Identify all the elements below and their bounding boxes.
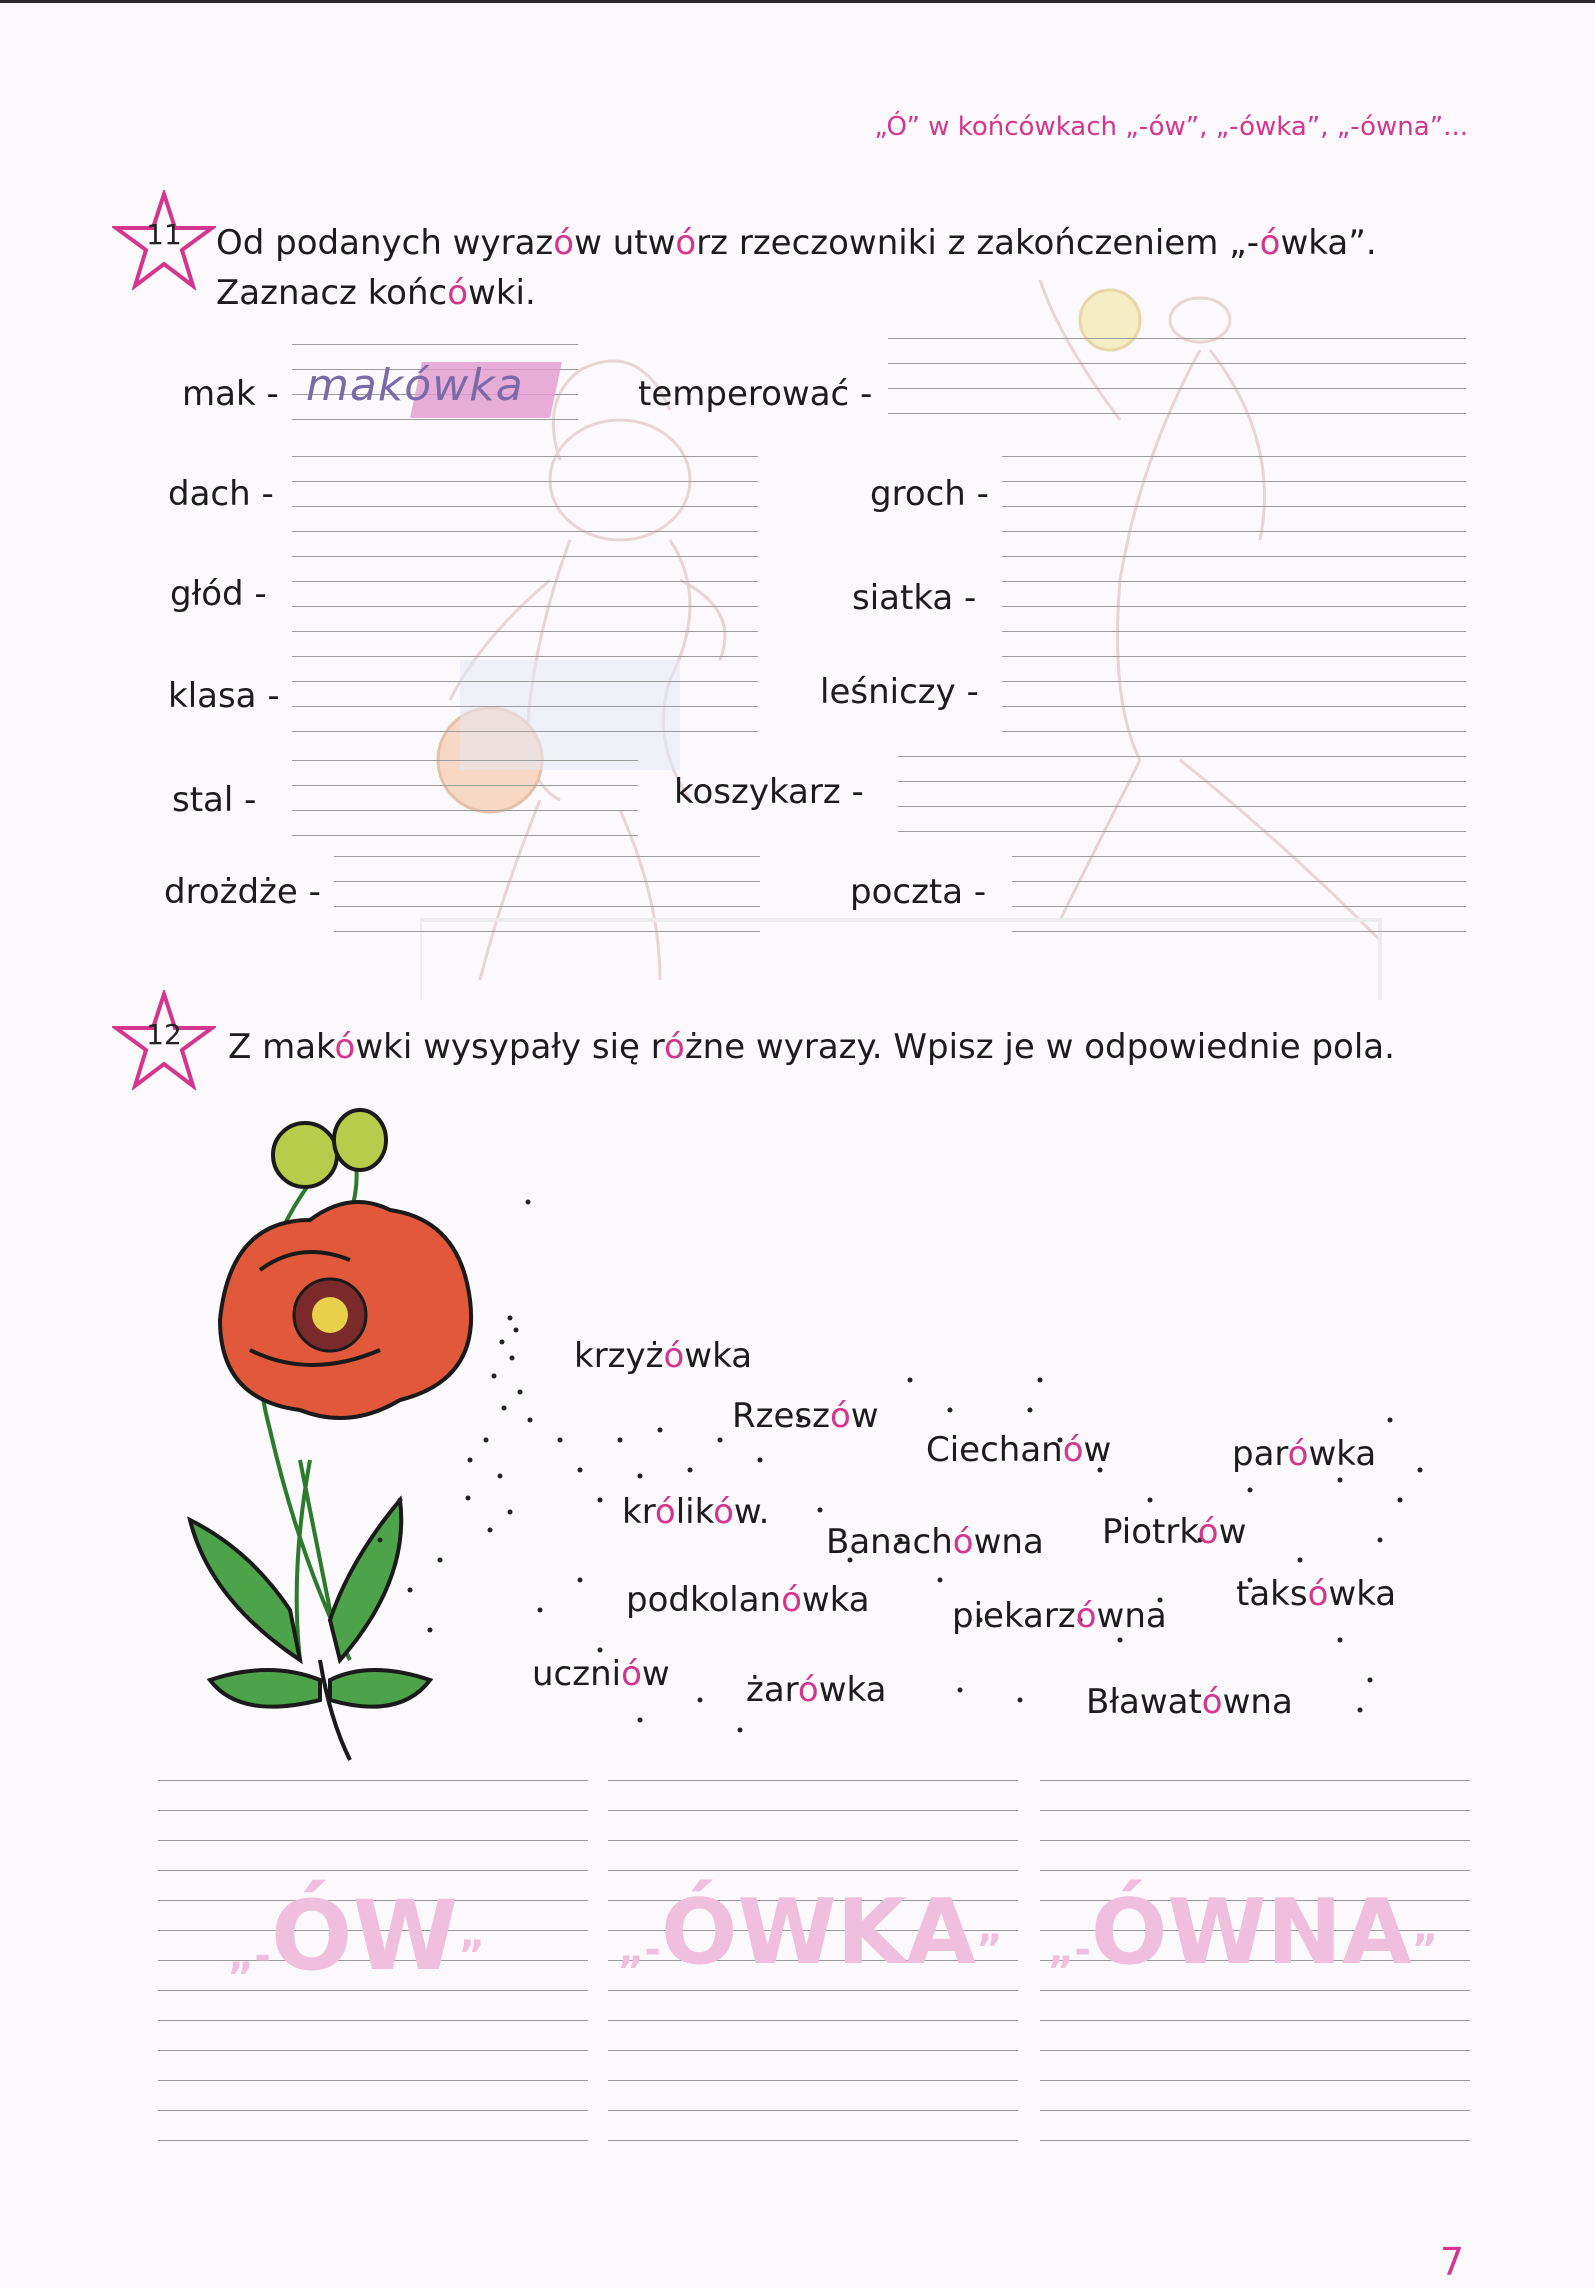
column-label: ÓWNA <box>1090 1880 1412 1985</box>
word-o: ó <box>1197 1512 1219 1552</box>
task-12-text-o2: ó <box>664 1027 685 1067</box>
word-podkolanowka <box>626 1580 870 1620</box>
word-part: par <box>1232 1434 1288 1474</box>
item-label: mak - <box>182 374 279 414</box>
quote-close: ” <box>1411 1927 1438 1973</box>
word-part: uczni <box>532 1654 622 1694</box>
word-part: wka <box>1328 1574 1397 1614</box>
word-krolikow <box>622 1492 769 1532</box>
word-o: ó <box>1075 1596 1097 1636</box>
word-part: Piotrk <box>1102 1512 1198 1552</box>
item-label: groch - <box>870 474 989 514</box>
word-part: wka <box>684 1336 753 1376</box>
item-label: drożdże - <box>164 872 321 912</box>
word-part: wna <box>973 1522 1044 1562</box>
word-part: wka <box>1308 1434 1377 1474</box>
word-o: ó <box>1287 1434 1309 1474</box>
word-part: Ciechan <box>926 1430 1063 1470</box>
item-label: temperować - <box>638 374 873 414</box>
word-part: żar <box>746 1670 798 1710</box>
item-label: poczta - <box>850 872 987 912</box>
page-number: 7 <box>1440 2240 1465 2284</box>
word-part: w <box>1218 1512 1247 1552</box>
word-blawatowna <box>1086 1682 1293 1722</box>
word-o: ó <box>952 1522 974 1562</box>
word-part: taks <box>1236 1574 1308 1614</box>
task-11-text-e: Zaznacz końc <box>216 273 448 313</box>
word-taksowka <box>1236 1574 1396 1614</box>
word-part: w. <box>733 1492 770 1532</box>
column-label: ÓWKA <box>660 1880 977 1985</box>
page-header: „Ó” w końcówkach „-ów”, „-ówka”, „-ówna”... <box>874 112 1468 142</box>
word-part: wka <box>801 1580 870 1620</box>
word-o: ó <box>663 1336 685 1376</box>
word-o: ó <box>654 1492 676 1532</box>
task-12-number: 12 <box>146 1018 182 1051</box>
example-answer: makówka <box>306 360 524 411</box>
item-label: siatka - <box>852 578 977 618</box>
word-rzeszow <box>732 1396 879 1436</box>
word-o: ó <box>1201 1682 1223 1722</box>
word-o: ó <box>797 1670 819 1710</box>
column-label: ÓW <box>270 1880 459 1992</box>
word-part: Banach <box>826 1522 953 1562</box>
word-o: ó <box>713 1492 734 1532</box>
word-o: ó <box>1307 1574 1329 1614</box>
word-banachowna <box>826 1522 1044 1562</box>
item-label: klasa - <box>168 676 280 716</box>
item-label: dach - <box>168 474 274 514</box>
task-11-number: 11 <box>146 218 182 251</box>
item-label: koszykarz - <box>674 772 864 812</box>
item-label: stal - <box>172 780 257 820</box>
word-krzyzowka <box>574 1336 752 1376</box>
item-label: głód - <box>170 574 267 614</box>
word-o: ó <box>1062 1430 1084 1470</box>
task-11-text-d: wka”. <box>1280 223 1377 263</box>
task-11-text-o2: ó <box>675 223 697 263</box>
word-part: wna <box>1096 1596 1167 1636</box>
quote-open: „- <box>228 1933 271 1979</box>
task-11-text-f: wki. <box>468 273 536 313</box>
column-ow[interactable] <box>158 1780 588 2140</box>
column-owna[interactable] <box>1040 1780 1470 2140</box>
word-part: w <box>850 1396 879 1436</box>
word-part: w <box>1083 1430 1112 1470</box>
word-part: Rzesz <box>732 1396 830 1436</box>
quote-open: „- <box>618 1927 661 1973</box>
word-part: Bławat <box>1086 1682 1202 1722</box>
word-o: ó <box>829 1396 851 1436</box>
task-11-text-o3: ó <box>1259 223 1281 263</box>
task-12-text-c: żne wyrazy. Wpisz je w odpowiednie pola. <box>684 1027 1395 1067</box>
word-piekarzowna <box>952 1596 1167 1636</box>
word-part: w <box>641 1654 670 1694</box>
word-part: piekarz <box>952 1596 1076 1636</box>
word-part: kr <box>622 1492 655 1532</box>
word-part: lik <box>675 1492 714 1532</box>
word-parowka <box>1232 1434 1376 1474</box>
quote-close: ” <box>976 1927 1003 1973</box>
word-o: ó <box>781 1580 802 1620</box>
word-part: wna <box>1222 1682 1293 1722</box>
quote-close: ” <box>458 1933 485 1979</box>
word-o: ó <box>621 1654 642 1694</box>
word-part: krzyż <box>574 1336 664 1376</box>
task-11-text-o1: ó <box>553 223 575 263</box>
task-11-text-c: rz rzeczowniki z zakończeniem „- <box>696 223 1260 263</box>
column-heading-owka <box>618 1880 1002 1985</box>
word-part: podkolan <box>626 1580 782 1620</box>
word-zarowka <box>746 1670 886 1710</box>
word-uczniow <box>532 1654 670 1694</box>
task-12-text-o1: ó <box>334 1027 356 1067</box>
task-11-text-o4: ó <box>447 273 469 313</box>
word-ciechanow <box>926 1430 1111 1470</box>
column-owka[interactable] <box>608 1780 1018 2140</box>
item-label: leśniczy - <box>820 672 979 712</box>
quote-open: „- <box>1048 1927 1091 1973</box>
task-12-text-a: Z mak <box>228 1027 335 1067</box>
task-12-text-b: wki wysypały się r <box>355 1027 664 1067</box>
column-heading-owna <box>1048 1880 1438 1985</box>
task-11-text-a: Od podanych wyraz <box>216 223 554 263</box>
column-heading-ow <box>228 1880 485 1992</box>
task-11-text-b: w utw <box>574 223 676 263</box>
word-piotrkow <box>1102 1512 1246 1552</box>
word-part: wka <box>818 1670 887 1710</box>
